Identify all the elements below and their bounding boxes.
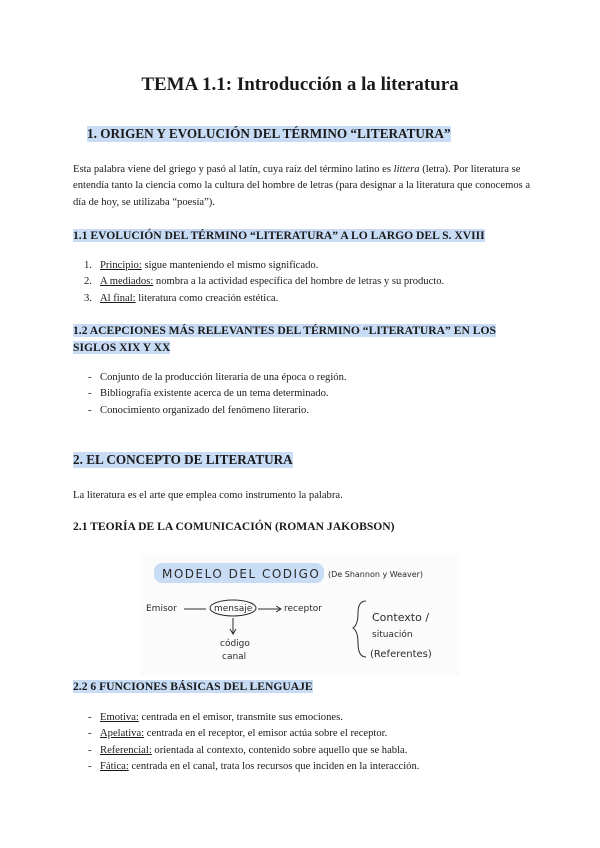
section-1-heading: 1. ORIGEN Y EVOLUCIÓN DEL TÉRMINO “LITERATURA” [87, 126, 451, 141]
section-2-heading: 2. EL CONCEPTO DE LITERATURA [73, 452, 293, 467]
list-text: nombra a la actividad específica del hombre de letras y su producto. [153, 276, 445, 288]
list-marker: - [88, 404, 92, 416]
list-item [73, 258, 444, 274]
list-item [73, 710, 419, 726]
list-marker: - [88, 712, 92, 723]
sketch-title: MODELO DEL CODIGO [162, 567, 321, 581]
paragraph-italic-term: littera [393, 164, 420, 175]
list-term: Al final: [100, 292, 136, 304]
paragraph-text: Esta palabra viene del griego y pasó al latín, cuya raíz del término latino es [73, 164, 394, 175]
list-term: Principio: [100, 260, 142, 271]
list-item [73, 743, 419, 759]
section-2-paragraph: La literatura es el arte que emplea como instrumento la palabra. [73, 490, 343, 501]
sketch-emisor: Emisor [146, 604, 177, 614]
list-marker: - [88, 761, 92, 773]
sketch-mensaje: mensaje [214, 604, 253, 614]
list-item [73, 274, 444, 290]
list-item [73, 403, 347, 419]
list-marker: 2. [84, 276, 92, 288]
list-item [73, 726, 419, 742]
section-1-1-heading: 1.1 EVOLUCIÓN DEL TÉRMINO “LITERATURA” A LO LARGO DEL S. XVIII [73, 229, 485, 242]
sketch-codigo: código [220, 639, 250, 649]
list-term: Emotiva: [100, 712, 139, 723]
list-term: Apelativa: [100, 728, 145, 740]
list-marker: 3. [84, 292, 92, 304]
list-text: centrada en el emisor, transmite sus emociones. [138, 712, 343, 723]
communication-model-sketch [140, 553, 460, 675]
list-text: Conocimiento organizado del fenómeno literario. [100, 404, 309, 416]
sketch-contexto: Contexto / [372, 611, 430, 624]
sketch-canal: canal [222, 652, 247, 662]
list-item [73, 759, 419, 775]
list-text: centrada en el receptor, el emisor actúa sobre el receptor. [144, 728, 388, 740]
list-marker: - [88, 744, 92, 756]
section-1-paragraph [73, 162, 533, 211]
sketch-receptor: receptor [284, 604, 322, 614]
sketch-authors: (De Shannon y Weaver) [328, 570, 424, 579]
sketch-situacion: situación [372, 630, 413, 640]
list-text: centrada en el canal, trata los recursos que inciden en la interacción. [128, 761, 420, 773]
section-1-2-heading [73, 322, 496, 356]
section-1-1-list [73, 258, 444, 307]
sketch-referentes: (Referentes) [370, 649, 432, 660]
list-item [73, 370, 347, 386]
list-term: Referencial: [100, 744, 152, 756]
section-1-2-list [73, 370, 347, 419]
list-text: sigue manteniendo el mismo significado. [141, 260, 319, 271]
heading-line: SIGLOS XIX Y XX [73, 341, 171, 354]
list-item [73, 386, 347, 402]
section-2-2-list [73, 710, 419, 776]
list-marker: - [88, 372, 92, 383]
section-2-1-heading: 2.1 TEORÍA DE LA COMUNICACIÓN (ROMAN JAKOBSON) [73, 520, 395, 533]
heading-line: 1.2 ACEPCIONES MÁS RELEVANTES DEL TÉRMINO “LITERATURA” EN LOS [73, 324, 496, 337]
list-marker: 1. [84, 260, 92, 271]
page-title: TEMA 1.1: Introducción a la literatura [141, 74, 459, 95]
paragraph-text: (letra). Por literatura se entendía tanto la ciencia como la cultura del hombre de letras (para designar a la literatura que conocemos a día de hoy, se utilizaba “poesía”). [73, 164, 531, 208]
list-text: orientada al contexto, contenido sobre aquello que se habla. [151, 744, 408, 756]
list-text: Conjunto de la producción literaria de una época o región. [100, 372, 347, 383]
list-marker: - [88, 388, 92, 400]
list-marker: - [88, 728, 92, 740]
list-item [73, 291, 444, 307]
list-term: Fática: [100, 761, 129, 773]
list-text: literatura como creación estética. [135, 292, 279, 304]
list-text: Bibliografía existente acerca de un tema determinado. [100, 388, 329, 400]
list-term: A mediados: [100, 276, 154, 288]
section-2-2-heading: 2.2 6 FUNCIONES BÁSICAS DEL LENGUAJE [73, 680, 313, 693]
